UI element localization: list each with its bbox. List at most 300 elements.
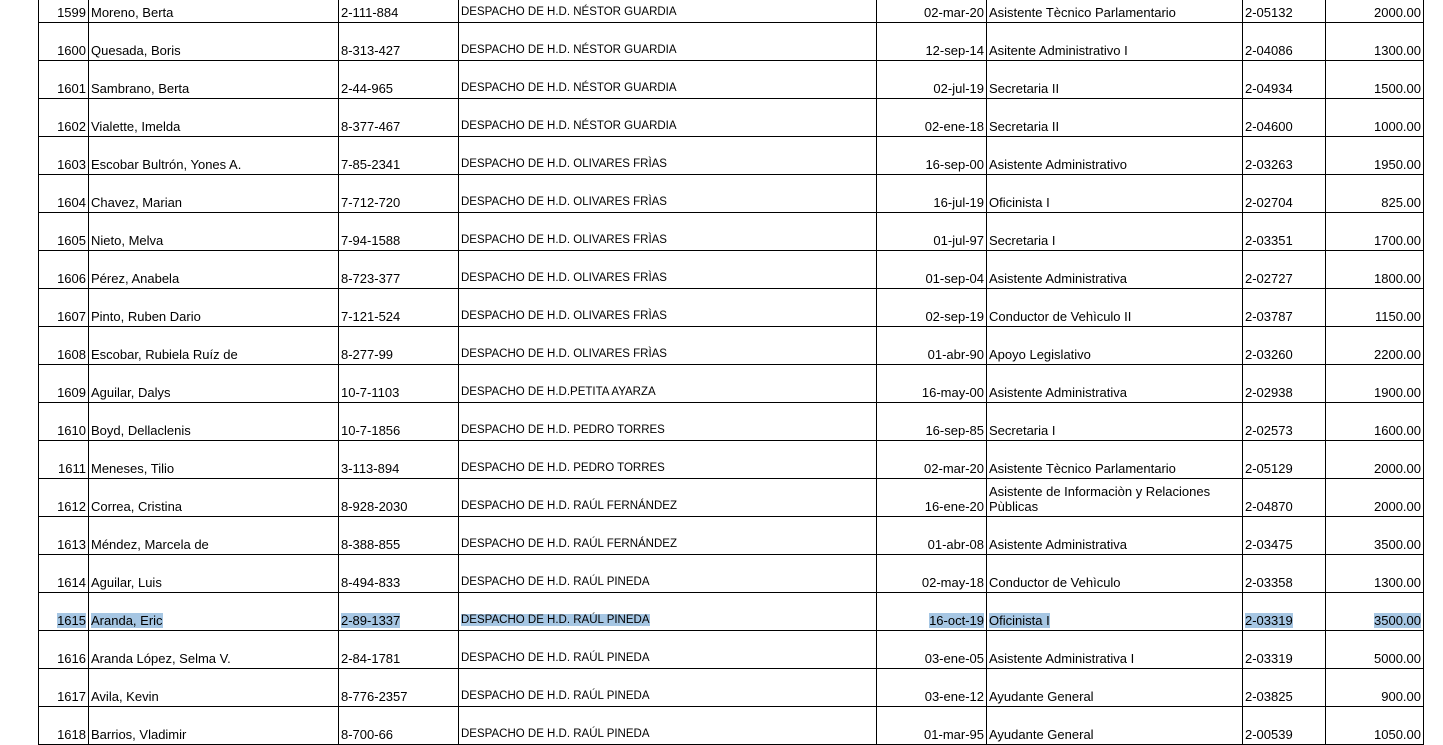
- employee-name-cell[interactable]: [89, 517, 339, 555]
- position-text: Ayudante General: [989, 689, 1094, 704]
- id-number-text: 8-377-467: [341, 119, 401, 134]
- position-code-text: 2-05129: [1245, 461, 1293, 476]
- id-number-cell[interactable]: [339, 61, 459, 99]
- id-number-cell[interactable]: [339, 707, 459, 745]
- row-number-text: 1613: [57, 537, 86, 552]
- id-number-text: 8-313-427: [341, 43, 401, 58]
- salary-cell[interactable]: [1326, 707, 1424, 745]
- employee-name-text: Nieto, Melva: [91, 233, 164, 248]
- table-body: [39, 0, 1424, 745]
- start-date-cell[interactable]: [877, 517, 987, 555]
- position-code-cell[interactable]: [1243, 327, 1326, 365]
- salary-cell[interactable]: [1326, 555, 1424, 593]
- employee-name-text: Aguilar, Dalys: [91, 385, 171, 400]
- department-cell[interactable]: [459, 403, 877, 441]
- department-text: DESPACHO DE H.D. RAÚL PINEDA: [461, 576, 650, 588]
- id-number-cell[interactable]: [339, 175, 459, 213]
- position-code-text: 2-05132: [1245, 5, 1293, 20]
- position-cell[interactable]: [987, 669, 1243, 707]
- salary-cell[interactable]: [1326, 631, 1424, 669]
- department-cell[interactable]: [459, 99, 877, 137]
- department-text: DESPACHO DE H.D. NÉSTOR GUARDIA: [461, 6, 677, 18]
- position-cell[interactable]: [987, 23, 1243, 61]
- id-number-cell[interactable]: [339, 327, 459, 365]
- table-row[interactable]: [39, 61, 1424, 99]
- start-date-text: 02-mar-20: [924, 5, 984, 20]
- position-code-cell[interactable]: [1243, 517, 1326, 555]
- id-number-cell[interactable]: [339, 555, 459, 593]
- start-date-text: 02-sep-19: [925, 309, 984, 324]
- employee-name-cell[interactable]: [89, 555, 339, 593]
- salary-cell[interactable]: [1326, 669, 1424, 707]
- start-date-text: 12-sep-14: [925, 43, 984, 58]
- start-date-text: 02-may-18: [921, 575, 984, 590]
- start-date-cell[interactable]: [877, 593, 987, 631]
- row-number-cell[interactable]: [39, 289, 89, 327]
- position-code-cell[interactable]: [1243, 251, 1326, 289]
- start-date-cell[interactable]: [877, 441, 987, 479]
- row-number-text: 1603: [57, 157, 86, 172]
- employee-name-cell[interactable]: [89, 99, 339, 137]
- salary-text: 3500.00: [1374, 613, 1421, 628]
- position-cell[interactable]: [987, 593, 1243, 631]
- id-number-cell[interactable]: [339, 669, 459, 707]
- position-cell[interactable]: [987, 403, 1243, 441]
- id-number-cell[interactable]: [339, 479, 459, 517]
- id-number-text: 7-712-720: [341, 195, 401, 210]
- employee-name-cell[interactable]: [89, 593, 339, 631]
- id-number-cell[interactable]: [339, 23, 459, 61]
- salary-text: 825.00: [1381, 195, 1421, 210]
- row-number-cell[interactable]: [39, 175, 89, 213]
- department-cell[interactable]: [459, 593, 877, 631]
- row-number-cell[interactable]: [39, 403, 89, 441]
- employee-name-text: Sambrano, Berta: [91, 81, 190, 96]
- id-number-cell[interactable]: [339, 0, 459, 23]
- department-text: DESPACHO DE H.D. RAÚL PINEDA: [461, 652, 650, 664]
- position-code-cell[interactable]: [1243, 631, 1326, 669]
- salary-text: 3500.00: [1374, 537, 1421, 552]
- department-text: DESPACHO DE H.D. OLIVARES FRÌAS: [461, 310, 667, 322]
- salary-text: 1600.00: [1374, 423, 1421, 438]
- id-number-text: 2-44-965: [341, 81, 394, 96]
- position-text: Asistente Administrativa I: [989, 651, 1135, 666]
- department-cell[interactable]: [459, 441, 877, 479]
- row-number-text: 1602: [57, 119, 86, 134]
- position-code-cell[interactable]: [1243, 0, 1326, 23]
- id-number-text: 8-723-377: [341, 271, 401, 286]
- id-number-text: 7-121-524: [341, 309, 401, 324]
- position-cell[interactable]: [987, 213, 1243, 251]
- id-number-cell[interactable]: [339, 365, 459, 403]
- id-number-cell[interactable]: [339, 213, 459, 251]
- id-number-text: 8-388-855: [341, 537, 401, 552]
- row-number-cell[interactable]: [39, 479, 89, 517]
- start-date-cell[interactable]: [877, 631, 987, 669]
- position-text: Ayudante General: [989, 727, 1094, 742]
- row-number-cell[interactable]: [39, 365, 89, 403]
- salary-cell[interactable]: [1326, 99, 1424, 137]
- employee-name-cell[interactable]: [89, 707, 339, 745]
- department-text: DESPACHO DE H.D. OLIVARES FRÌAS: [461, 196, 667, 208]
- position-cell[interactable]: [987, 441, 1243, 479]
- start-date-text: 01-jul-97: [933, 233, 984, 248]
- start-date-cell[interactable]: [877, 0, 987, 23]
- employee-name-text: Quesada, Boris: [91, 43, 181, 58]
- employee-name-cell[interactable]: [89, 137, 339, 175]
- start-date-cell[interactable]: [877, 555, 987, 593]
- department-cell[interactable]: [459, 23, 877, 61]
- id-number-cell[interactable]: [339, 441, 459, 479]
- employee-name-cell[interactable]: [89, 175, 339, 213]
- employee-name-cell[interactable]: [89, 403, 339, 441]
- position-text: Secretaria I: [989, 233, 1056, 248]
- salary-text: 1700.00: [1374, 233, 1421, 248]
- row-number-cell[interactable]: [39, 213, 89, 251]
- position-code-cell[interactable]: [1243, 669, 1326, 707]
- position-cell[interactable]: [987, 99, 1243, 137]
- table-row[interactable]: [39, 327, 1424, 365]
- salary-cell[interactable]: [1326, 403, 1424, 441]
- salary-cell[interactable]: [1326, 289, 1424, 327]
- department-text: DESPACHO DE H.D. PEDRO TORRES: [461, 424, 665, 436]
- department-text: DESPACHO DE H.D. RAÚL PINEDA: [461, 728, 650, 740]
- row-number-cell[interactable]: [39, 707, 89, 745]
- id-number-text: 8-494-833: [341, 575, 401, 590]
- employee-name-text: Escobar, Rubiela Ruíz de: [91, 347, 238, 362]
- position-code-cell[interactable]: [1243, 99, 1326, 137]
- id-number-cell[interactable]: [339, 403, 459, 441]
- row-number-cell[interactable]: [39, 555, 89, 593]
- position-text: Apoyo Legislativo: [989, 347, 1091, 362]
- row-number-text: 1608: [57, 347, 86, 362]
- position-code-text: 2-02938: [1245, 385, 1293, 400]
- position-code-cell[interactable]: [1243, 61, 1326, 99]
- employee-name-cell[interactable]: [89, 0, 339, 23]
- department-cell[interactable]: [459, 327, 877, 365]
- position-cell[interactable]: [987, 479, 1243, 517]
- salary-text: 1000.00: [1374, 119, 1421, 134]
- salary-cell[interactable]: [1326, 365, 1424, 403]
- table-row[interactable]: [39, 289, 1424, 327]
- department-cell[interactable]: [459, 175, 877, 213]
- position-code-text: 2-02727: [1245, 271, 1293, 286]
- row-number-cell[interactable]: [39, 631, 89, 669]
- row-number-cell[interactable]: [39, 593, 89, 631]
- employee-name-cell[interactable]: [89, 365, 339, 403]
- id-number-cell[interactable]: [339, 137, 459, 175]
- row-number-text: 1609: [57, 385, 86, 400]
- row-number-cell[interactable]: [39, 327, 89, 365]
- start-date-text: 02-ene-18: [924, 119, 984, 134]
- table-row[interactable]: [39, 137, 1424, 175]
- salary-cell[interactable]: [1326, 175, 1424, 213]
- table-row[interactable]: [39, 175, 1424, 213]
- row-number-cell[interactable]: [39, 441, 89, 479]
- position-cell[interactable]: [987, 327, 1243, 365]
- employee-name-text: Vialette, Imelda: [91, 119, 181, 134]
- position-cell[interactable]: [987, 289, 1243, 327]
- position-code-cell[interactable]: [1243, 23, 1326, 61]
- table-row[interactable]: [39, 707, 1424, 745]
- position-code-text: 2-00539: [1245, 727, 1293, 742]
- position-cell[interactable]: [987, 175, 1243, 213]
- table-row[interactable]: [39, 593, 1424, 631]
- employee-name-cell[interactable]: [89, 213, 339, 251]
- position-code-text: 2-03825: [1245, 689, 1293, 704]
- position-text: Asistente Tècnico Parlamentario: [989, 5, 1176, 20]
- start-date-cell[interactable]: [877, 479, 987, 517]
- employee-name-cell[interactable]: [89, 289, 339, 327]
- salary-cell[interactable]: [1326, 61, 1424, 99]
- salary-text: 1900.00: [1374, 385, 1421, 400]
- employee-name-text: Correa, Cristina: [91, 499, 183, 514]
- employee-name-text: Avila, Kevin: [91, 689, 159, 704]
- employee-table: [38, 0, 1424, 745]
- table-row[interactable]: [39, 403, 1424, 441]
- salary-cell[interactable]: [1326, 251, 1424, 289]
- position-text: Asistente Administrativa: [989, 385, 1128, 400]
- id-number-text: 8-776-2357: [341, 689, 408, 704]
- department-cell[interactable]: [459, 251, 877, 289]
- position-code-text: 2-03475: [1245, 537, 1293, 552]
- position-text: Conductor de Vehìculo: [989, 575, 1121, 590]
- start-date-text: 16-sep-00: [925, 157, 984, 172]
- salary-text: 1050.00: [1374, 727, 1421, 742]
- table-row[interactable]: [39, 0, 1424, 23]
- id-number-text: 2-89-1337: [341, 613, 401, 628]
- salary-text: 1950.00: [1374, 157, 1421, 172]
- row-number-text: 1601: [57, 81, 86, 96]
- start-date-cell[interactable]: [877, 137, 987, 175]
- start-date-cell[interactable]: [877, 403, 987, 441]
- salary-text: 5000.00: [1374, 651, 1421, 666]
- row-number-text: 1618: [57, 727, 86, 742]
- employee-name-text: Pérez, Anabela: [91, 271, 180, 286]
- table-row[interactable]: [39, 631, 1424, 669]
- employee-name-cell[interactable]: [89, 23, 339, 61]
- table-row[interactable]: [39, 517, 1424, 555]
- start-date-text: 16-sep-85: [925, 423, 984, 438]
- start-date-text: 01-abr-90: [927, 347, 984, 362]
- department-cell[interactable]: [459, 137, 877, 175]
- position-cell[interactable]: [987, 251, 1243, 289]
- position-code-cell[interactable]: [1243, 175, 1326, 213]
- position-code-cell[interactable]: [1243, 555, 1326, 593]
- department-cell[interactable]: [459, 365, 877, 403]
- start-date-cell[interactable]: [877, 289, 987, 327]
- row-number-cell[interactable]: [39, 517, 89, 555]
- department-cell[interactable]: [459, 631, 877, 669]
- position-cell[interactable]: [987, 555, 1243, 593]
- position-cell[interactable]: [987, 0, 1243, 23]
- employee-name-cell[interactable]: [89, 669, 339, 707]
- start-date-cell[interactable]: [877, 251, 987, 289]
- id-number-cell[interactable]: [339, 631, 459, 669]
- id-number-text: 3-113-894: [341, 461, 400, 476]
- row-number-text: 1611: [58, 461, 86, 476]
- row-number-text: 1606: [57, 271, 86, 286]
- salary-text: 1150.00: [1374, 309, 1421, 324]
- employee-name-cell[interactable]: [89, 479, 339, 517]
- start-date-cell[interactable]: [877, 365, 987, 403]
- salary-text: 2000.00: [1374, 461, 1421, 476]
- row-number-text: 1600: [57, 43, 86, 58]
- start-date-text: 02-mar-20: [924, 461, 984, 476]
- row-number-cell[interactable]: [39, 669, 89, 707]
- start-date-text: 16-may-00: [921, 385, 984, 400]
- start-date-cell[interactable]: [877, 99, 987, 137]
- salary-text: 1500.00: [1374, 81, 1421, 96]
- id-number-text: 8-928-2030: [341, 499, 408, 514]
- start-date-text: 02-jul-19: [933, 81, 984, 96]
- department-cell[interactable]: [459, 555, 877, 593]
- department-cell[interactable]: [459, 61, 877, 99]
- start-date-cell[interactable]: [877, 61, 987, 99]
- position-code-cell[interactable]: [1243, 593, 1326, 631]
- salary-text: 1300.00: [1374, 43, 1421, 58]
- department-cell[interactable]: [459, 0, 877, 23]
- salary-cell[interactable]: [1326, 213, 1424, 251]
- salary-text: 2000.00: [1374, 499, 1421, 514]
- position-code-cell[interactable]: [1243, 365, 1326, 403]
- position-cell[interactable]: [987, 707, 1243, 745]
- row-number-text: 1612: [57, 499, 86, 514]
- salary-cell[interactable]: [1326, 0, 1424, 23]
- position-code-text: 2-04870: [1245, 499, 1293, 514]
- position-cell[interactable]: [987, 517, 1243, 555]
- department-cell[interactable]: [459, 669, 877, 707]
- department-text: DESPACHO DE H.D. RAÚL FERNÁNDEZ: [461, 500, 677, 512]
- employee-name-text: Moreno, Berta: [91, 5, 174, 20]
- employee-name-cell[interactable]: [89, 251, 339, 289]
- start-date-cell[interactable]: [877, 669, 987, 707]
- id-number-cell[interactable]: [339, 517, 459, 555]
- start-date-text: 01-mar-95: [924, 727, 984, 742]
- salary-cell[interactable]: [1326, 593, 1424, 631]
- employee-name-cell[interactable]: [89, 631, 339, 669]
- id-number-cell[interactable]: [339, 251, 459, 289]
- salary-text: 1300.00: [1374, 575, 1421, 590]
- start-date-text: 16-ene-20: [924, 499, 984, 514]
- position-code-cell[interactable]: [1243, 213, 1326, 251]
- table-row[interactable]: [39, 23, 1424, 61]
- employee-name-cell[interactable]: [89, 327, 339, 365]
- row-number-cell[interactable]: [39, 0, 89, 23]
- employee-name-text: Aguilar, Luis: [91, 575, 162, 590]
- id-number-cell[interactable]: [339, 289, 459, 327]
- employee-name-text: Aranda López, Selma V.: [91, 651, 231, 666]
- position-code-cell[interactable]: [1243, 403, 1326, 441]
- position-cell[interactable]: [987, 61, 1243, 99]
- row-number-text: 1610: [57, 423, 86, 438]
- table-row[interactable]: [39, 99, 1424, 137]
- start-date-cell[interactable]: [877, 23, 987, 61]
- salary-cell[interactable]: [1326, 517, 1424, 555]
- salary-text: 2200.00: [1374, 347, 1421, 362]
- position-code-text: 2-04934: [1245, 81, 1293, 96]
- department-cell[interactable]: [459, 707, 877, 745]
- position-text: Secretaria II: [989, 81, 1060, 96]
- salary-cell[interactable]: [1326, 479, 1424, 517]
- start-date-cell[interactable]: [877, 707, 987, 745]
- position-code-cell[interactable]: [1243, 441, 1326, 479]
- table-row[interactable]: [39, 555, 1424, 593]
- department-cell[interactable]: [459, 479, 877, 517]
- position-cell[interactable]: [987, 631, 1243, 669]
- row-number-cell[interactable]: [39, 99, 89, 137]
- position-code-text: 2-03263: [1245, 157, 1293, 172]
- id-number-text: 7-85-2341: [341, 157, 401, 172]
- id-number-text: 2-111-884: [341, 5, 399, 20]
- id-number-cell[interactable]: [339, 99, 459, 137]
- salary-cell[interactable]: [1326, 441, 1424, 479]
- salary-cell[interactable]: [1326, 137, 1424, 175]
- employee-name-text: Boyd, Dellaclenis: [91, 423, 191, 438]
- department-text: DESPACHO DE H.D.PETITA AYARZA: [461, 386, 656, 398]
- employee-name-text: Barrios, Vladimir: [91, 727, 187, 742]
- department-text: DESPACHO DE H.D. RAÚL PINEDA: [461, 614, 650, 626]
- position-text: Conductor de Vehìculo II: [989, 309, 1132, 324]
- position-code-text: 2-03260: [1245, 347, 1293, 362]
- position-code-text: 2-02704: [1245, 195, 1293, 210]
- department-cell[interactable]: [459, 517, 877, 555]
- table-row[interactable]: [39, 479, 1424, 517]
- row-number-cell[interactable]: [39, 251, 89, 289]
- position-text: Oficinista I: [989, 195, 1050, 210]
- position-code-cell[interactable]: [1243, 707, 1326, 745]
- row-number-cell[interactable]: [39, 61, 89, 99]
- position-cell[interactable]: [987, 137, 1243, 175]
- department-cell[interactable]: [459, 289, 877, 327]
- employee-name-text: Chavez, Marian: [91, 195, 183, 210]
- table-row[interactable]: [39, 441, 1424, 479]
- employee-name-text: Aranda, Eric: [91, 613, 163, 628]
- salary-cell[interactable]: [1326, 327, 1424, 365]
- start-date-cell[interactable]: [877, 175, 987, 213]
- row-number-cell[interactable]: [39, 137, 89, 175]
- id-number-cell[interactable]: [339, 593, 459, 631]
- start-date-cell[interactable]: [877, 327, 987, 365]
- department-text: DESPACHO DE H.D. RAÚL PINEDA: [461, 690, 650, 702]
- department-text: DESPACHO DE H.D. OLIVARES FRÌAS: [461, 158, 667, 170]
- start-date-cell[interactable]: [877, 213, 987, 251]
- start-date-text: 16-jul-19: [933, 195, 984, 210]
- row-number-text: 1607: [57, 309, 86, 324]
- position-code-cell[interactable]: [1243, 137, 1326, 175]
- start-date-text: 16-oct-19: [929, 613, 984, 628]
- position-code-cell[interactable]: [1243, 479, 1326, 517]
- table-row[interactable]: [39, 251, 1424, 289]
- position-code-cell[interactable]: [1243, 289, 1326, 327]
- department-cell[interactable]: [459, 213, 877, 251]
- table-row[interactable]: [39, 213, 1424, 251]
- table-row[interactable]: [39, 365, 1424, 403]
- salary-text: 2000.00: [1374, 5, 1421, 20]
- salary-cell[interactable]: [1326, 23, 1424, 61]
- employee-name-cell[interactable]: [89, 441, 339, 479]
- position-code-text: 2-02573: [1245, 423, 1293, 438]
- employee-name-cell[interactable]: [89, 61, 339, 99]
- row-number-text: 1604: [57, 195, 86, 210]
- row-number-text: 1599: [57, 5, 86, 20]
- position-code-text: 2-03319: [1245, 613, 1293, 628]
- table-row[interactable]: [39, 669, 1424, 707]
- row-number-cell[interactable]: [39, 23, 89, 61]
- id-number-text: 10-7-1856: [341, 423, 401, 438]
- position-cell[interactable]: [987, 365, 1243, 403]
- id-number-text: 2-84-1781: [341, 651, 401, 666]
